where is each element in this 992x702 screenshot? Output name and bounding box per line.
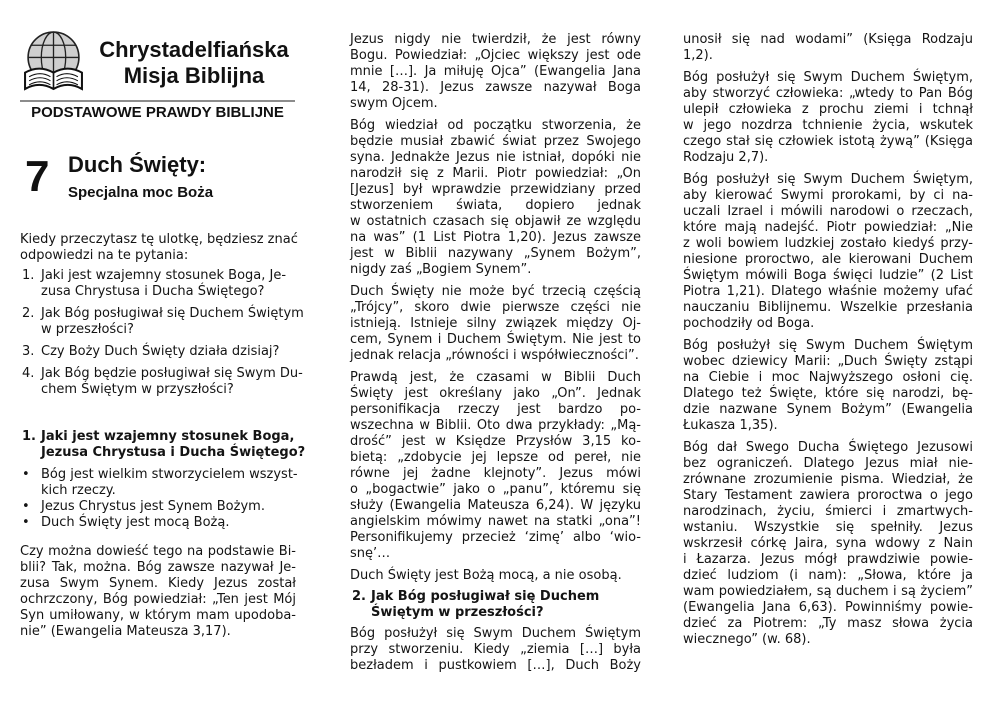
- question-item: [20, 344, 296, 360]
- text-line: uczali Izrael i mówili narodowi o rzeczach,: [683, 204, 973, 219]
- text-line: Kiedy przeczytasz tę ulotkę, będziesz znać: [20, 232, 298, 247]
- text-line: cem, Synem i Duchem Świętym. Nie jest to: [350, 332, 641, 347]
- text-line: przy stworzeniu. Kiedy „ziemia […] była: [350, 642, 641, 657]
- bullet-item-marker: •: [22, 515, 30, 530]
- text-line: odpowiedzi na te pytania:: [20, 248, 189, 263]
- question-item-marker: 4.: [22, 366, 35, 381]
- text-line: zrównane zrozumienie pisma. Wiedział, że: [683, 472, 973, 487]
- column-2: [350, 32, 641, 674]
- text-line: jest w Biblii nazywany „Synem Bożym”,: [350, 246, 641, 261]
- organization-name-line-2: Misja Biblijna: [123, 63, 265, 88]
- section-heading: [350, 589, 641, 621]
- bullet-item-marker: •: [22, 467, 30, 482]
- text-line: z woli bowiem ludzkiej zostało kiedyś przy-: [683, 236, 973, 251]
- intro-paragraph: [20, 232, 296, 264]
- text-line: Jak Bóg będzie posługiwał się Swym Du-: [41, 366, 303, 381]
- text-line: narodzinach, życiu, śmierci i zmartwych-: [683, 504, 973, 519]
- paragraph: [683, 32, 973, 64]
- text-line: mnie […]. Ja miłuję Ojca” (Ewangelia Jana: [350, 64, 641, 79]
- text-line: Dlatego też Święte, które się narodzi, bę-: [683, 386, 973, 401]
- text-line: Bóg wiedział od początku stworzenia, że: [350, 118, 641, 133]
- text-line: Czy Boży Duch Święty działa dzisiaj?: [41, 344, 280, 359]
- questions-list: [20, 268, 304, 398]
- text-line: Piotra 1,21). Dlatego właśnie możemy ufać: [683, 284, 973, 299]
- paragraph: [20, 544, 296, 640]
- text-line: [Jezus] był wprawdzie przewidziany przed: [350, 182, 641, 197]
- column-1: [20, 0, 306, 702]
- text-line: na was” (1 List Piotra 1,20). Jezus zawsze: [350, 230, 641, 245]
- text-line: drość” jest w Księdze Przysłów 3,15 ko-: [350, 434, 641, 449]
- text-line: Syn umiłowany, w którym mam upodoba-: [20, 608, 296, 623]
- text-line: pochodziły od Boga.: [683, 316, 815, 331]
- question-item-text: [41, 306, 304, 338]
- section-number: 2.: [352, 589, 366, 604]
- text-line: istnieją. Istnieje silny związek między Oj-: [350, 316, 641, 331]
- section-heading-text: [41, 429, 306, 461]
- text-line: Duch Święty jest mocą Bożą.: [41, 515, 230, 530]
- text-line: ochrzczony, Bóg powiedział: „Ten jest Mój: [20, 592, 296, 607]
- text-line: Bóg jest wielkim stworzycielem wszyst-: [41, 467, 298, 482]
- text-line: Jezusa Chrystusa i Ducha Świętego?: [41, 445, 306, 460]
- bullet-item-text: [41, 515, 296, 531]
- question-item-marker: 1.: [22, 268, 35, 283]
- text-line: „Trójcy”, skoro dwie pierwsze części nie: [350, 300, 641, 315]
- text-line: bietą: „zdobycie jej lepsze od pereł, nie: [350, 450, 641, 465]
- text-line: Personifikujemy przecież ‘zimę’ albo ‘wio-: [350, 530, 641, 545]
- bullet-item: [20, 499, 296, 515]
- text-line: Prawdą jest, że czasami w Biblii Duch: [350, 370, 641, 385]
- text-line: Łukasza 1,35).: [683, 418, 778, 433]
- text-line: angielskim mówimy nawet na statki „ona”!: [350, 514, 641, 529]
- text-line: wszechna w Biblii. Oto dwa przykłady: „Mą-: [350, 418, 641, 433]
- text-line: Bóg posłużył się Swym Duchem Świętym: [350, 626, 641, 641]
- paragraph: [350, 568, 641, 584]
- page-title: Duch Święty:: [68, 152, 207, 177]
- text-line: i Łazarza. Jezus mógł prawdziwie powie-: [683, 552, 973, 567]
- paragraph: [683, 338, 973, 434]
- text-line: stworzeniem świata, dopiero jednak: [350, 198, 641, 213]
- paragraph: [683, 172, 973, 332]
- text-line: bez ograniczeń. Dlatego Jezus miał nie-: [683, 456, 973, 471]
- text-line: bezładem i pustkowiem […], Duch Boży: [350, 658, 641, 673]
- text-line: Świętym w przeszłości?: [371, 605, 544, 620]
- bullet-item-marker: •: [22, 499, 30, 514]
- text-line: syna. Jednakże Jezus nie istniał, dopóki nie: [350, 150, 641, 165]
- text-line: czego stał się człowiek istotą żywą” (Księga: [683, 134, 973, 149]
- bullet-list: [20, 467, 296, 531]
- text-line: wam powiedziałem, są duchem i są życiem”: [683, 584, 973, 599]
- paragraph: [350, 626, 641, 674]
- section-heading: [20, 429, 306, 461]
- question-item-marker: 2.: [22, 306, 35, 321]
- text-line: Bóg posłużył się Swym Duchem Świętym,: [683, 70, 973, 85]
- text-line: nie” (Ewangelia Mateusza 3,17).: [20, 624, 231, 639]
- text-line: Świętym mówili Boga święci ludzie” (2 List: [683, 268, 973, 283]
- text-line: Jezus nigdy nie twierdził, że jest równy: [350, 32, 641, 47]
- text-line: w ostatnich czasach się objawił ze względu: [350, 214, 641, 229]
- text-line: będzie musiał zbawić świat przez Swojego: [350, 134, 641, 149]
- text-line: służy (Ewangelia Mateusza 6,24). W języku: [350, 498, 641, 513]
- text-line: wskrzesił córkę Jaira, syna wdowy z Nain: [683, 536, 973, 551]
- text-line: o „bogactwie” jako o „panu”, któremu się: [350, 482, 641, 497]
- bullet-item: [20, 515, 296, 531]
- text-line: snę’…: [350, 546, 391, 561]
- page-subtitle: Specjalna moc Boża: [68, 184, 214, 201]
- text-line: wiecznego” (w. 68).: [683, 632, 811, 647]
- paragraph: [683, 440, 973, 648]
- text-line: chem Świętym w przyszłości?: [41, 382, 234, 397]
- text-line: 1,2).: [683, 48, 713, 63]
- text-line: Jak Bóg posługiwał się Duchem: [371, 589, 600, 604]
- text-line: równe jej żadne klejnoty”. Jezus mówi: [350, 466, 641, 481]
- text-line: Czy można dowieść tego na podstawie Bi-: [20, 544, 296, 559]
- text-line: Jak Bóg posługiwał się Duchem Świętym: [41, 306, 304, 321]
- text-line: Jaki jest wzajemny stosunek Boga, Je-: [41, 268, 287, 283]
- text-line: Duch Święty nie może być trzecią częścią: [350, 284, 641, 299]
- text-line: Bóg posłużył się Swym Duchem Świętym,: [683, 172, 973, 187]
- text-line: Rodzaju 2,7).: [683, 150, 769, 165]
- column-3: [683, 32, 973, 648]
- question-item-marker: 3.: [22, 344, 35, 359]
- text-line: zusa Chrystusa i Ducha Świętego?: [41, 284, 265, 299]
- text-line: dzie nazwane Synem Bożym” (Ewangelia: [683, 402, 973, 417]
- leaflet-number: 7: [25, 152, 50, 201]
- question-item-text: [41, 344, 296, 360]
- text-line: swym Ojcem.: [350, 96, 438, 111]
- text-line: na Ciebie i moc Najwyższego osłoni cię.: [683, 370, 973, 385]
- section-heading-text: [371, 589, 641, 621]
- text-line: Bóg posłużył się Swym Duchem Świętym: [683, 338, 973, 353]
- text-line: kich rzeczy.: [41, 483, 116, 498]
- text-line: narodził się z Marii. Piotr powiedział: „On: [350, 166, 641, 181]
- text-line: ulepił człowieka z prochu ziemi i tchnął: [683, 102, 973, 117]
- text-line: 14, 28-31). Jezus zawsze nazywał Boga: [350, 80, 641, 95]
- text-line: Duch Święty jest Bożą mocą, a nie osobą.: [350, 568, 622, 583]
- series-title: PODSTAWOWE PRAWDY BIBLIJNE: [31, 104, 284, 121]
- text-line: blii? Tak, można. Bóg zawsze nazywał Je-: [20, 560, 296, 575]
- text-line: Święty jest określany jako „On”. Jednak: [350, 386, 641, 401]
- text-line: aby kierować Swymi prorokami, by ci na-: [683, 188, 973, 203]
- text-line: Stary Testament zawiera proroctwa o jego: [683, 488, 973, 503]
- text-line: wstaniu. Wszystkie się spełniły. Jezus: [683, 520, 973, 535]
- question-item: [20, 366, 303, 398]
- paragraph: [350, 370, 641, 562]
- question-item-text: [41, 268, 296, 300]
- text-line: unosił się nad wodami” (Księga Rodzaju: [683, 32, 973, 47]
- bullet-item-text: [41, 499, 296, 515]
- text-line: niesione proroctwo, ale kierowani Duchem: [683, 252, 973, 267]
- text-line: (Ewangelia Jana 6,63). Powinniśmy powie-: [683, 600, 973, 615]
- text-line: dzieć za Piotrem: „Ty masz słowa życia: [683, 616, 973, 631]
- text-line: Jezus Chrystus jest Synem Bożym.: [41, 499, 265, 514]
- text-line: jednak relacja „równości i współwieczności”.: [350, 348, 639, 363]
- text-line: nauczaniu Biblijnemu. Wszelkie przesłania: [683, 300, 973, 315]
- organization-name-line-1: Chrystadelfiańska: [99, 37, 289, 62]
- bullet-item: [20, 467, 296, 499]
- text-line: nigdy zaś „Bogiem Synem”.: [350, 262, 532, 277]
- question-item: [20, 306, 304, 338]
- section-number: 1.: [22, 429, 36, 444]
- question-item-text: [41, 366, 303, 398]
- text-line: Bóg dał Swego Ducha Świętego Jezusowi: [683, 440, 973, 455]
- text-line: aby stworzyć człowieka: „wtedy to Pan Bóg: [683, 86, 973, 101]
- text-line: Jaki jest wzajemny stosunek Boga,: [41, 429, 295, 444]
- paragraph: [350, 118, 641, 278]
- paragraph: [350, 32, 641, 112]
- question-item: [20, 268, 296, 300]
- text-line: zusa Swym Synem. Kiedy Jezus został: [20, 576, 296, 591]
- text-line: które mają nadejść. Piotr powiedział: „Nie: [683, 220, 973, 235]
- text-line: w przeszłości?: [41, 322, 134, 337]
- paragraph: [350, 284, 641, 364]
- text-line: personifikacja rzeczy jest bardzo po-: [350, 402, 641, 417]
- text-line: Bogu. Powiedział: „Ojciec większy jest ode: [350, 48, 641, 63]
- text-line: wobec dziewicy Marii: „Duch Święty zstąpi: [683, 354, 973, 369]
- paragraph: [683, 70, 973, 166]
- text-line: w jego nozdrza tchnienie życia, wskutek: [683, 118, 973, 133]
- bullet-item-text: [41, 467, 296, 499]
- text-line: dzieć ludziom (i nam): „Słowa, które ja: [683, 568, 973, 583]
